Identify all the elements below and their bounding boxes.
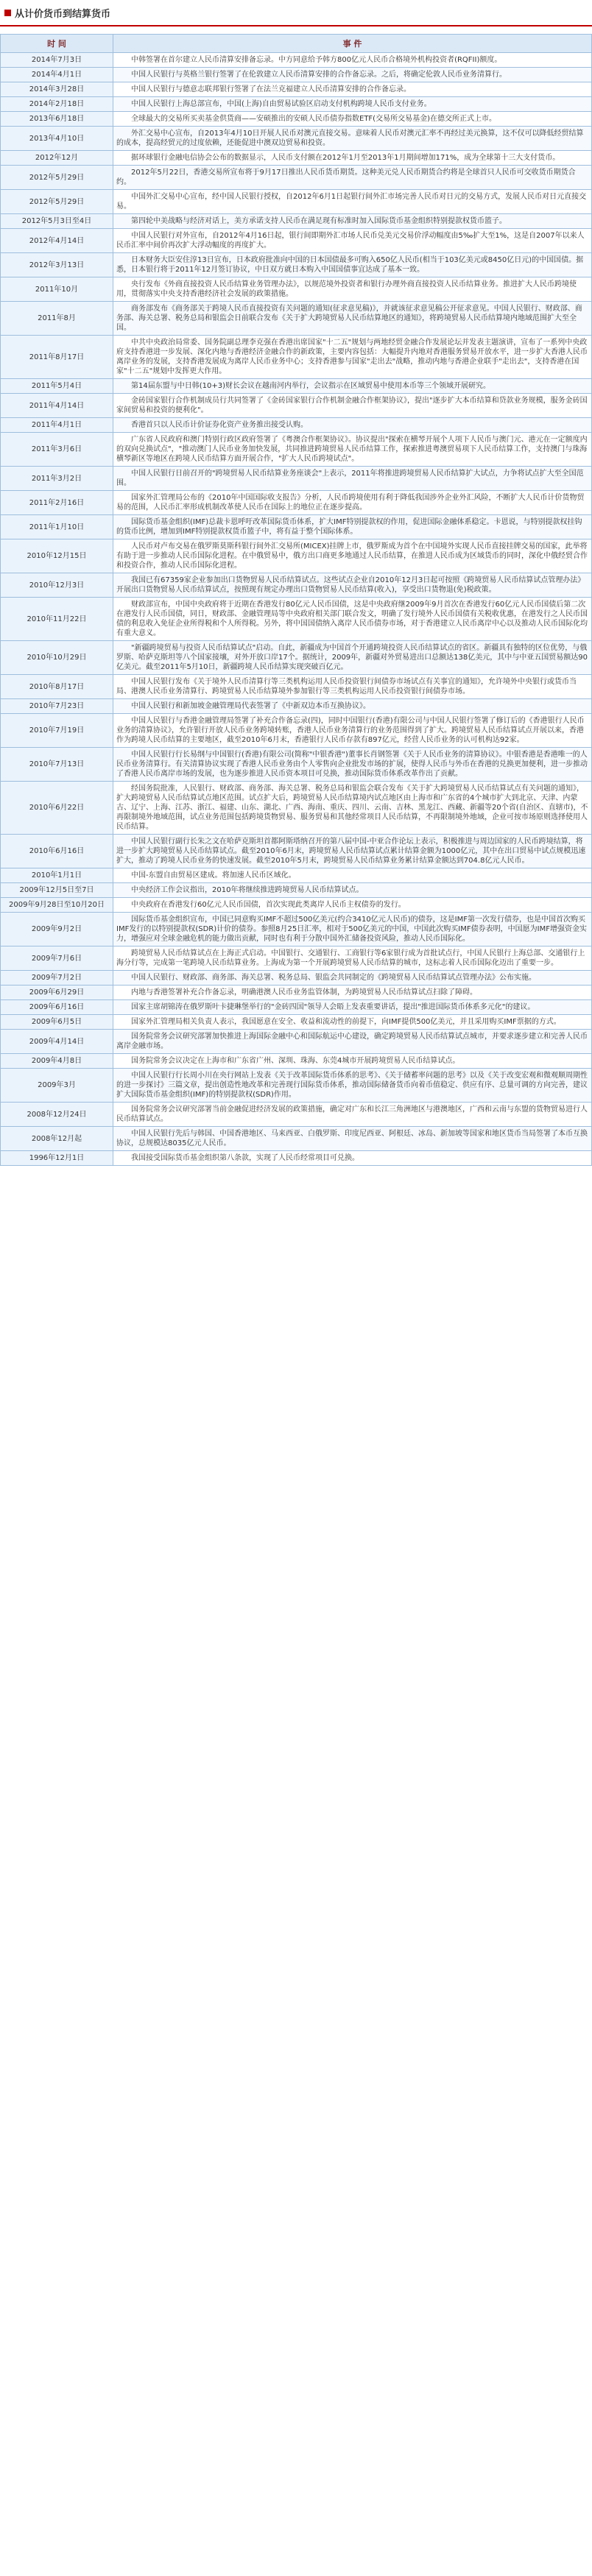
event-description: 中国人民银行行长易纲与中国银行(香港)有限公司(简称"中银香港")董事长肖钢签署《关于人民币业务的清算协议》。中银香港是香港唯一的人民币业务清算行。有关清算协议实现了香港人民币业务由个人零售向企业批发市场的扩展，使得人民币与外币在香港的兑换更加便利，进一步推动了香港人民币离岸市场的发展，也为逐步推进人民币资本项目可兑换，推动国际货币体系改革作出了贡献。: [113, 748, 592, 782]
event-description: 国家外汇管理局相关负责人表示，我国愿意在安全、收益和流动性的前提下，向IMF提供500亿美元，并且采用购买IMF票据的方式。: [113, 1015, 592, 1030]
event-description: 中央经济工作会议指出，2010年将继续推进跨境贸易人民币结算试点。: [113, 883, 592, 898]
event-description: 中国人民银行发布《关于境外人民币清算行等三类机构运用人民币投资银行间债券市场试点有关事宜的通知》，允许境外中央银行或货币当局、港澳人民币业务清算行、跨境贸易人民币结算境外参加银行等三类机构运用人民币投资银行间债券市场。: [113, 675, 592, 699]
event-date: 2010年12月3日: [1, 573, 113, 598]
event-description: 经国务院批准，人民银行、财政部、商务部、海关总署、税务总局和银监会联合发布《关于扩大跨境贸易人民币结算试点有关问题的通知》，扩大跨境贸易人民币结算试点地区范围。试点扩大后，跨境贸易人民币结算境内试点地区由上海市和广东省的4个城市扩大到北京、天津、内蒙古、辽宁、上海、江苏、浙江、福建、山东、湖北、广西、海南、重庆、四川、云南、吉林、黑龙江、西藏、新疆等20个省(自治区、直辖市)，不再限制境外地域范围，试点业务范围包括跨境货物贸易、服务贸易和其他经常项目人民币结算，不再限制境外地域，企业可按市场原则选择使用人民币结算。: [113, 782, 592, 835]
table-row: [1, 1015, 592, 1030]
event-description: 国务院常务会议研究部署当前金融促进经济发展的政策措施，确定对广东和长江三角洲地区与港澳地区，广西和云南与东盟的货物贸易进行人民币结算试点。: [113, 1103, 592, 1127]
table-row: [1, 782, 592, 835]
event-description: 2012年5月22日，香港交易所宣布将于9月17日推出人民币货币期货。这种美元兑人民币期货合约将是全球首只人民币可交收货币期货合约。: [113, 166, 592, 190]
table-row: [1, 835, 592, 868]
table-row: [1, 868, 592, 883]
table-row: [1, 1000, 592, 1015]
event-date: 2010年6月22日: [1, 782, 113, 835]
event-date: 2013年6月18日: [1, 112, 113, 127]
table-row: [1, 946, 592, 971]
event-description: 中国人民银行和新加坡金融管理局代表签署了《中新双边本币互换协议》。: [113, 699, 592, 714]
square-bullet-icon: [4, 10, 11, 16]
events-table: [0, 34, 592, 1166]
event-date: 2011年10月: [1, 277, 113, 302]
event-description: 商务部发布《商务部关于跨境人民币直接投资有关问题的通知(征求意见稿)》，并就该征求意见稿公开征求意见。中国人民银行、财政部、商务部、海关总署、税务总局和银监会日前联合发布《关于扩大跨境贸易人民币结算地区的通知》，将跨境贸易人民币结算境内地域范围扩大至全国。: [113, 302, 592, 336]
event-description: 人民币对卢布交易在俄罗斯莫斯科银行间外汇交易所(MICEX)挂牌上市，俄罗斯成为首个在中国境外实现人民币直接挂牌交易的国家，此举将有助于进一步推动人民币国际化进程。在中俄贸易中，俄方出口商更多地通过人民币结算，在推进人民币成为区域货币的同时，深化中俄经贸合作和投资合作，推动人民币国际化进程。: [113, 539, 592, 573]
event-date: 2010年10月29日: [1, 641, 113, 675]
table-row: [1, 898, 592, 913]
event-description: "新疆跨境贸易与投资人民币结算试点"启动。自此，新疆成为中国首个开通跨境投资人民币结算试点的省区。新疆具有独特的区位优势，与俄罗斯、哈萨克斯坦等八个国家接壤，对外开放口岸17个。据统计，2009年，新疆对外贸易进出口总额达138亿美元，其中与中亚五国贸易额达90亿美元。截至2011年5月10日，新疆跨境人民币结算实现突破百亿元。: [113, 641, 592, 675]
event-description: 跨境贸易人民币结算试点在上海正式启动。中国银行、交通银行、工商银行等6家银行成为首批试点行，中国人民银行上海总部、交通银行上海分行等，完成第一笔跨境人民币结算业务。上海成为第一个开展跨境贸易人民币结算的城市，这标志着人民币国际化迈出了重要一步。: [113, 946, 592, 971]
event-date: 2010年7月23日: [1, 699, 113, 714]
event-description: 国际货币基金组织(IMF)总裁卡恩呼吁改革国际货币体系，扩大IMF特别提款权的作用，促进国际金融体系稳定。卡恩说，与特别提款权挂钩的货币比例，增加到IMF特别提款权货币篮子中，将有益于整个国际体系。: [113, 515, 592, 539]
page-title: 从计价货币到结算货币: [15, 8, 111, 20]
events-table-body: [1, 53, 592, 1166]
event-column-header: 事 件: [113, 35, 592, 53]
event-description: 我国接受国际货币基金组织第八条款，实现了人民币经常项目可兑换。: [113, 1151, 592, 1166]
table-row: [1, 491, 592, 515]
event-date: 2012年4月14日: [1, 229, 113, 253]
event-date: 2009年12月5日至7日: [1, 883, 113, 898]
table-row: [1, 394, 592, 418]
event-description: 中国人民银行先后与韩国、中国香港地区、马来西亚、白俄罗斯、印度尼西亚、阿根廷、冰岛、新加坡等国家和地区货币当局签署了本币互换协议，总规模达8035亿元人民币。: [113, 1127, 592, 1151]
table-row: [1, 913, 592, 946]
event-date: 2010年6月16日: [1, 835, 113, 868]
table-row: [1, 641, 592, 675]
event-description: 财政部宣布，中国中央政府将于近期在香港发行80亿元人民币国债，这是中央政府继2009年9月首次在香港发行60亿元人民币国债后第二次在港发行人民币国债，同日，财政部、金融管理局等中央政府相关部门联合发文，明确了发行境外人民币国债有关税收优惠，在港发行之人民币国债的利息收入免征企业所得税和个人所得税。另外，将中国国债纳入离岸人民币债券市场，对于香港建立人民币离岸中心以及推动人民币国际化均有重大意义。: [113, 598, 592, 641]
event-date: 2008年12月24日: [1, 1103, 113, 1127]
event-date: 2012年5月29日: [1, 166, 113, 190]
event-date: 2009年3月: [1, 1069, 113, 1103]
table-row: [1, 229, 592, 253]
event-description: 金砖国家银行合作机制成员行共同签署了《金砖国家银行合作机制金融合作框架协议》，提出"逐步扩大本币结算和贷款业务规模，服务金砖国家间贸易和投资的便利化"。: [113, 394, 592, 418]
event-description: 国务院常务会议研究部署加快推进上海国际金融中心和国际航运中心建设，确定跨境贸易人民币结算试点城市，并要求逐步建立和完善人民币离岸金融市场。: [113, 1030, 592, 1054]
event-date: 2008年12月起: [1, 1127, 113, 1151]
event-description: 中国人民银行与英格兰银行签署了在伦敦建立人民币清算安排的合作备忘录。之后，将确定伦敦人民币业务清算行。: [113, 68, 592, 82]
event-description: 外汇交易中心宣布，自2013年4月10日开展人民币对澳元直接交易。意味着人民币对澳元汇率不再经过美元换算，这不仅可以降低经贸结算的成本，提高经贸元的过度依赖，还能促进中澳双边贸易和投资。: [113, 127, 592, 151]
table-row: [1, 467, 592, 491]
table-row: [1, 748, 592, 782]
event-date: 2009年4月8日: [1, 1054, 113, 1069]
event-description: 国际货币基金组织宣布，中国已同意购买IMF不超过500亿美元(约合3410亿元人民币)的债券，这是IMF第一次发行债券，也是中国首次购买IMF发行的以特别提款权(SDR)计价的债券。参照8月25日汇率，相对于500亿美元的中国，中国此次购买IMF债券表明，中国愿为IMF增强资金实力，增强应对全球金融危机的能力做出贡献，同时也有利于分散中国外汇储备投资风险，推动人民币国际化。: [113, 913, 592, 946]
event-date: 2009年4月14日: [1, 1030, 113, 1054]
event-description: 中国外汇交易中心宣布，经中国人民银行授权，自2012年6月1日起银行间外汇市场完善人民币对日元的交易方式，发展人民币对日元直接交易。: [113, 190, 592, 214]
event-date: 2011年8月: [1, 302, 113, 336]
title-bar: [0, 0, 592, 26]
event-date: 2012年12月: [1, 151, 113, 166]
table-row: [1, 1103, 592, 1127]
table-row: [1, 302, 592, 336]
table-row: [1, 336, 592, 379]
event-date: 2010年8月17日: [1, 675, 113, 699]
event-description: 中国-东盟自由贸易区建成。将加速人民币区域化。: [113, 868, 592, 883]
event-date: 1996年12月1日: [1, 1151, 113, 1166]
event-description: 中央政府在香港发行60亿元人民币国债，首次实现此类离岸人民币主权债券的发行。: [113, 898, 592, 913]
table-row: [1, 190, 592, 214]
event-date: 2011年3月6日: [1, 433, 113, 467]
event-description: 中韩签署在首尔建立人民币清算安排备忘录。中方同意给予韩方800亿元人民币合格境外机构投资者(RQFII)额度。: [113, 53, 592, 68]
event-date: 2009年6月29日: [1, 986, 113, 1000]
table-row: [1, 573, 592, 598]
event-description: 中国人民银行副行长朱之文在哈萨克斯坦首都阿斯塔纳召开的第八届中国-中亚合作论坛上表示，积极推进与周边国家的人民币跨境结算，将进一步扩大跨境贸易人民币结算试点。截至2010年6月末，跨境贸易人民币结算试点累计结算金额为1000亿元，其中在出口贸易中试点规模迅速扩大，推动了跨境人民币业务的快速发展。截至2010年5月末，跨境贸易人民币结算业务累计结算金额达到704.8亿元人民币。: [113, 835, 592, 868]
event-description: 广东省人民政府和澳门特别行政区政府签署了《粤澳合作框架协议》。协议提出"探索在横琴开展个人项下人民币与澳门元、港元在一定额度内的双向兑换试点"，"推动澳门人民币业务加快发展，共同推进跨境贸易人民币结算工作，探索推进粤澳贸易项下人民币结算工作，支持澳门与珠海横琴新区等地区在跨境人民币结算方面开展合作，"扩大人民币跨境试点"。: [113, 433, 592, 467]
table-row: [1, 214, 592, 229]
table-row: [1, 1054, 592, 1069]
event-description: 中国人民银行对外宣布，自2012年4月16日起，银行间即期外汇市场人民币兑美元交易价浮动幅度由5‰扩大至1%，这是自2007年以来人民币汇率中间价再次扩大浮动幅度的再度扩大。: [113, 229, 592, 253]
event-date: 2009年9月28日至10月20日: [1, 898, 113, 913]
table-row: [1, 539, 592, 573]
event-description: 日本财务大臣安住淳13日宣布，日本政府批准向中国的日本国债最多可购入650亿人民币(相当于103亿美元或8450亿日元)的中国国债。据悉，日本银行将于2011年12月签订协议，中日双方就日本购入中国国债事宜达成了基本一致。: [113, 253, 592, 277]
event-date: 2012年5月3日至4日: [1, 214, 113, 229]
table-row: [1, 82, 592, 97]
table-row: [1, 714, 592, 748]
event-description: 我国已有67359家企业参加出口货物贸易人民币结算试点。这些试点企业自2010年12月3日起可按照《跨境贸易人民币结算试点管理办法》开展出口货物贸易人民币结算试点，按照现有规定办理出口货物贸易人民币结算(收入)，享受出口货物退(免)税政策。: [113, 573, 592, 598]
table-row: [1, 1127, 592, 1151]
event-description: 国务院常务会议决定在上海市和广东省广州、深圳、珠海、东莞4城市开展跨境贸易人民币结算试点。: [113, 1054, 592, 1069]
event-description: 中国人民银行行长周小川在央行网站上发表《关于改革国际货币体系的思考》、《关于储蓄率问题的思考》以及《关于改变宏观和微观顺周期性的进一步探讨》三篇文章，提出创造性地改革和完善现行国际货币体系，推动国际储备货币向着币值稳定、供应有序、总量可调的方向完善，建议扩大国际货币基金组织(IMF)的特别提款权(SDR)作用。: [113, 1069, 592, 1103]
event-description: 内地与香港签署补充合作备忘录，明确港澳人民币业务监管体制，为跨境贸易人民币结算试点扫除了障碍。: [113, 986, 592, 1000]
event-date: 2011年4月1日: [1, 418, 113, 433]
table-row: [1, 112, 592, 127]
event-date: 2011年5月4日: [1, 379, 113, 394]
event-date: 2010年11月22日: [1, 598, 113, 641]
event-description: 据环球银行金融电信协会公布的数据显示，人民币支付额在2012年1月至2013年1月期间增加171%，成为全球第十三大支付货币。: [113, 151, 592, 166]
event-date: 2009年9月2日: [1, 913, 113, 946]
event-description: 国家主席胡锦涛在俄罗斯叶卡捷琳堡举行的"金砖四国"领导人会晤上发表重要讲话，提出"推进国际货币体系多元化"的建议。: [113, 1000, 592, 1015]
event-date: 2009年6月5日: [1, 1015, 113, 1030]
event-description: 中国人民银行日前召开的"跨境贸易人民币结算业务座谈会"上表示，2011年将推进跨境贸易人民币结算扩大试点，力争将试点扩大至全国范围。: [113, 467, 592, 491]
table-row: [1, 277, 592, 302]
event-description: 香港首只以人民币计价证券化资产业务推出接受认购。: [113, 418, 592, 433]
table-row: [1, 379, 592, 394]
table-row: [1, 1151, 592, 1166]
event-description: 全球最大的交易所买卖基金供货商——安硕推出的安硕人民币债券指数ETF(交易所交易基金)在德交所正式上市。: [113, 112, 592, 127]
event-description: 中国人民银行与德意志联邦银行签署了在法兰克福建立人民币清算安排的合作备忘录。: [113, 82, 592, 97]
table-row: [1, 1030, 592, 1054]
event-date: 2011年4月14日: [1, 394, 113, 418]
event-date: 2011年3月2日: [1, 467, 113, 491]
table-row: [1, 699, 592, 714]
table-row: [1, 675, 592, 699]
event-date: 2014年2月18日: [1, 97, 113, 112]
event-date: 2011年8月17日: [1, 336, 113, 379]
page: [0, 0, 592, 1166]
event-date: 2014年4月1日: [1, 68, 113, 82]
event-description: 中共中央政治局常委、国务院副总理李克强在香港出席国家"十二五"规划与两地经贸金融合作发展论坛并发表主题演讲，宣布了一系列中央政府支持香港进一步发展、深化内地与香港经济金融合作的新政策，主要内容包括：大幅提升内地对香港服务贸易开放水平，进一步扩大香港人民币离岸业务的发展，支持香港发展成为离岸人民币业务中心；支持香港参与国家"走出去"战略，推动内地与香港企业联手"走出去"，支持香港在国家"十二五"规划中发挥更大作用。: [113, 336, 592, 379]
table-row: [1, 151, 592, 166]
spacer: [0, 26, 592, 34]
table-row: [1, 53, 592, 68]
event-date: 2012年3月13日: [1, 253, 113, 277]
table-row: [1, 986, 592, 1000]
table-row: [1, 598, 592, 641]
event-description: 央行发布《外商直接投资人民币结算业务管理办法》，以规范境外投资者和银行办理外商直接投资人民币结算业务。推进扩大人民币跨境使用，贯彻落实中央支持香港经济社会发展的政策措施。: [113, 277, 592, 302]
event-date: 2009年6月16日: [1, 1000, 113, 1015]
time-column-header: 时 间: [1, 35, 113, 53]
event-date: 2009年7月6日: [1, 946, 113, 971]
event-date: 2013年4月10日: [1, 127, 113, 151]
table-row: [1, 433, 592, 467]
table-row: [1, 1069, 592, 1103]
event-date: 2011年2月16日: [1, 491, 113, 515]
table-row: [1, 253, 592, 277]
event-description: 第14届东盟与中日韩(10+3)财长会议在越南河内举行，会议指示在区域贸易中使用本币等三个领域开展研究。: [113, 379, 592, 394]
table-row: [1, 68, 592, 82]
event-description: 中国人民银行上海总部宣布，中国(上海)自由贸易试验区启动支付机构跨境人民币支付业务。: [113, 97, 592, 112]
event-date: 2010年12月15日: [1, 539, 113, 573]
event-date: 2009年7月2日: [1, 971, 113, 986]
table-row: [1, 515, 592, 539]
event-date: 2011年1月10日: [1, 515, 113, 539]
table-row: [1, 127, 592, 151]
event-date: 2010年7月13日: [1, 748, 113, 782]
event-description: 国家外汇管理局公布的《2010年中国国际收支报告》分析，人民币跨境使用有利于降低我国涉外企业外汇风险，不断扩大人民币计价货物贸易的范围，人民币汇率形成机制改革使人民币在国际上的地位正在逐步提高。: [113, 491, 592, 515]
table-header-row: [1, 35, 592, 53]
table-row: [1, 971, 592, 986]
event-description: 中国人民银行与香港金融管理局签署了补充合作备忘录(四)，同时中国银行(香港)有限公司与中国人民银行签署了修订后的《香港银行人民币业务的清算协议》，允许银行开放人民币业务跨境转账，香港人民币业务清算行的业务范围得到了扩大。跨境贸易人民币结算试点开展以来，香港作为跨境人民币结算的主要地区，截至2010年6月末，香港银行人民币存款有897亿元，经营人民币业务的认可机构达92家。: [113, 714, 592, 748]
event-description: 中国人民银行、财政部、商务部、海关总署、税务总局、银监会共同制定的《跨境贸易人民币结算试点管理办法》公布实施。: [113, 971, 592, 986]
event-date: 2014年7月3日: [1, 53, 113, 68]
table-row: [1, 883, 592, 898]
table-row: [1, 418, 592, 433]
event-date: 2014年3月28日: [1, 82, 113, 97]
event-date: 2012年5月29日: [1, 190, 113, 214]
event-date: 2010年1月1日: [1, 868, 113, 883]
table-row: [1, 97, 592, 112]
table-row: [1, 166, 592, 190]
event-description: 第四轮中美战略与经济对话上，美方承诺支持人民币在满足现有标准时加入国际货币基金组织特别提款权货币篮子。: [113, 214, 592, 229]
event-date: 2010年7月19日: [1, 714, 113, 748]
